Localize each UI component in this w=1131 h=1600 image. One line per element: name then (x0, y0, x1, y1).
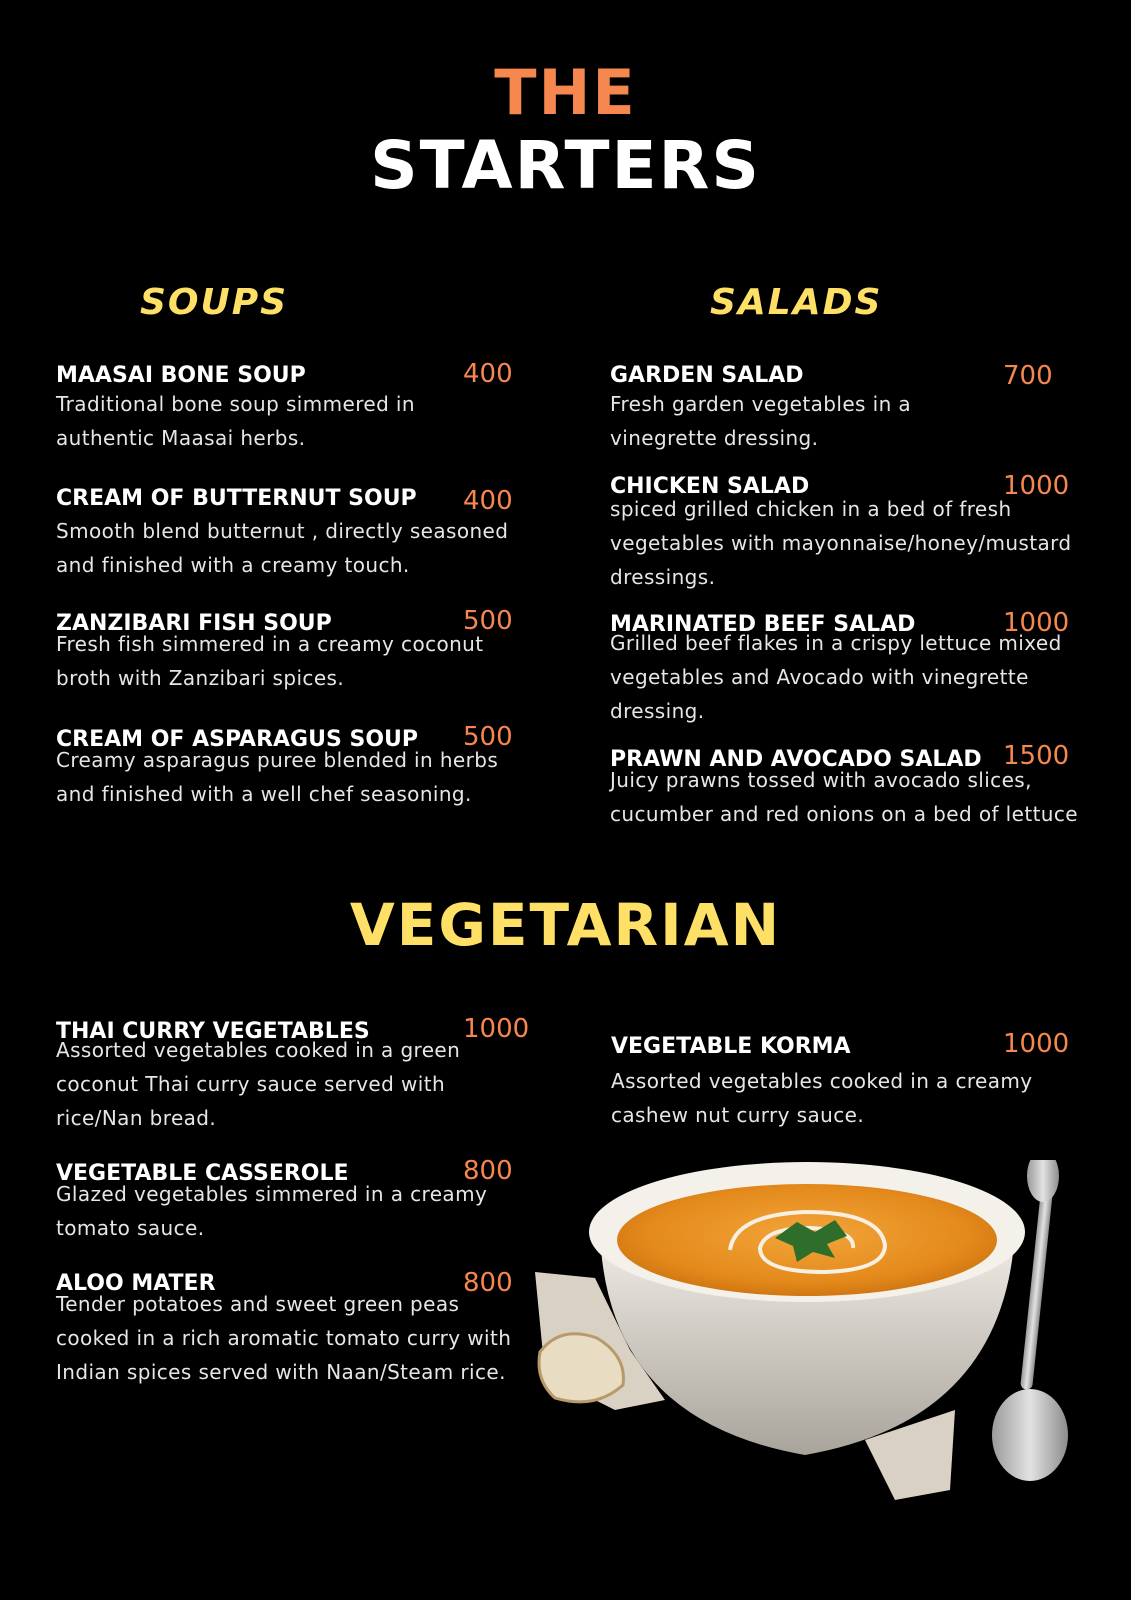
item-description: Traditional bone soup simmered in authentic Maasai herbs. (56, 392, 415, 450)
item-name: VEGETABLE KORMA (611, 1034, 851, 1059)
item-name: MARINATED BEEF SALAD (610, 612, 916, 637)
item-description: Creamy asparagus puree blended in herbs and finished with a well chef seasoning. (56, 748, 499, 806)
item-name: CREAM OF ASPARAGUS SOUP (56, 727, 419, 752)
item-name: PRAWN AND AVOCADO SALAD (610, 747, 982, 772)
item-price: 800 (463, 1268, 513, 1298)
item-description: Smooth blend butternut , directly seasoned and finished with a creamy touch. (56, 519, 509, 577)
item-description: spiced grilled chicken in a bed of fresh vegetables with mayonnaise/honey/mustard dressings. (610, 497, 1072, 589)
soups-heading: SOUPS (140, 282, 289, 323)
item-description: Fresh fish simmered in a creamy coconut broth with Zanzibari spices. (56, 632, 484, 690)
item-description: Assorted vegetables cooked in a green coconut Thai curry sauce served with rice/Nan bread. (56, 1038, 461, 1130)
item-name: CREAM OF BUTTERNUT SOUP (56, 486, 417, 511)
item-name: ALOO MATER (56, 1271, 216, 1296)
item-name: CHICKEN SALAD (610, 474, 810, 499)
item-name: THAI CURRY VEGETABLES (56, 1019, 370, 1044)
item-price: 1000 (1003, 471, 1070, 501)
vegetarian-heading: VEGETARIAN (349, 891, 782, 959)
spoon-handle-top (1027, 1160, 1059, 1202)
salads-heading: SALADS (710, 282, 883, 323)
soup-bowl-image (535, 1160, 1080, 1500)
item-description: Juicy prawns tossed with avocado slices, cucumber and red onions on a bed of lettuce (610, 768, 1078, 826)
item-price: 1000 (1003, 608, 1070, 638)
item-price: 1500 (1003, 741, 1070, 771)
item-name: VEGETABLE CASSEROLE (56, 1161, 349, 1186)
item-description: Fresh garden vegetables in a vinegrette dressing. (610, 392, 912, 450)
item-price: 800 (463, 1156, 513, 1186)
item-description: Grilled beef flakes in a crispy lettuce mixed vegetables and Avocado with vinegrette dressing. (610, 631, 1062, 723)
item-name: MAASAI BONE SOUP (56, 363, 306, 388)
item-price: 500 (463, 722, 513, 752)
item-price: 400 (463, 359, 513, 389)
item-price: 1000 (463, 1014, 530, 1044)
item-price: 500 (463, 606, 513, 636)
item-price: 400 (463, 486, 513, 516)
item-description: Tender potatoes and sweet green peas cooked in a rich aromatic tomato curry with Indian spices served with Naan/Steam rice. (56, 1292, 512, 1384)
item-description: Glazed vegetables simmered in a creamy tomato sauce. (56, 1182, 488, 1240)
item-price: 700 (1003, 361, 1053, 391)
spoon-handle (1020, 1180, 1054, 1390)
title-the: THE (494, 56, 637, 129)
item-name: ZANZIBARI FISH SOUP (56, 611, 332, 636)
item-description: Assorted vegetables cooked in a creamy cashew nut curry sauce. (611, 1069, 1033, 1127)
item-name: GARDEN SALAD (610, 363, 804, 388)
title-starters: STARTERS (370, 127, 761, 204)
item-price: 1000 (1003, 1029, 1070, 1059)
spoon-bowl (992, 1389, 1068, 1481)
